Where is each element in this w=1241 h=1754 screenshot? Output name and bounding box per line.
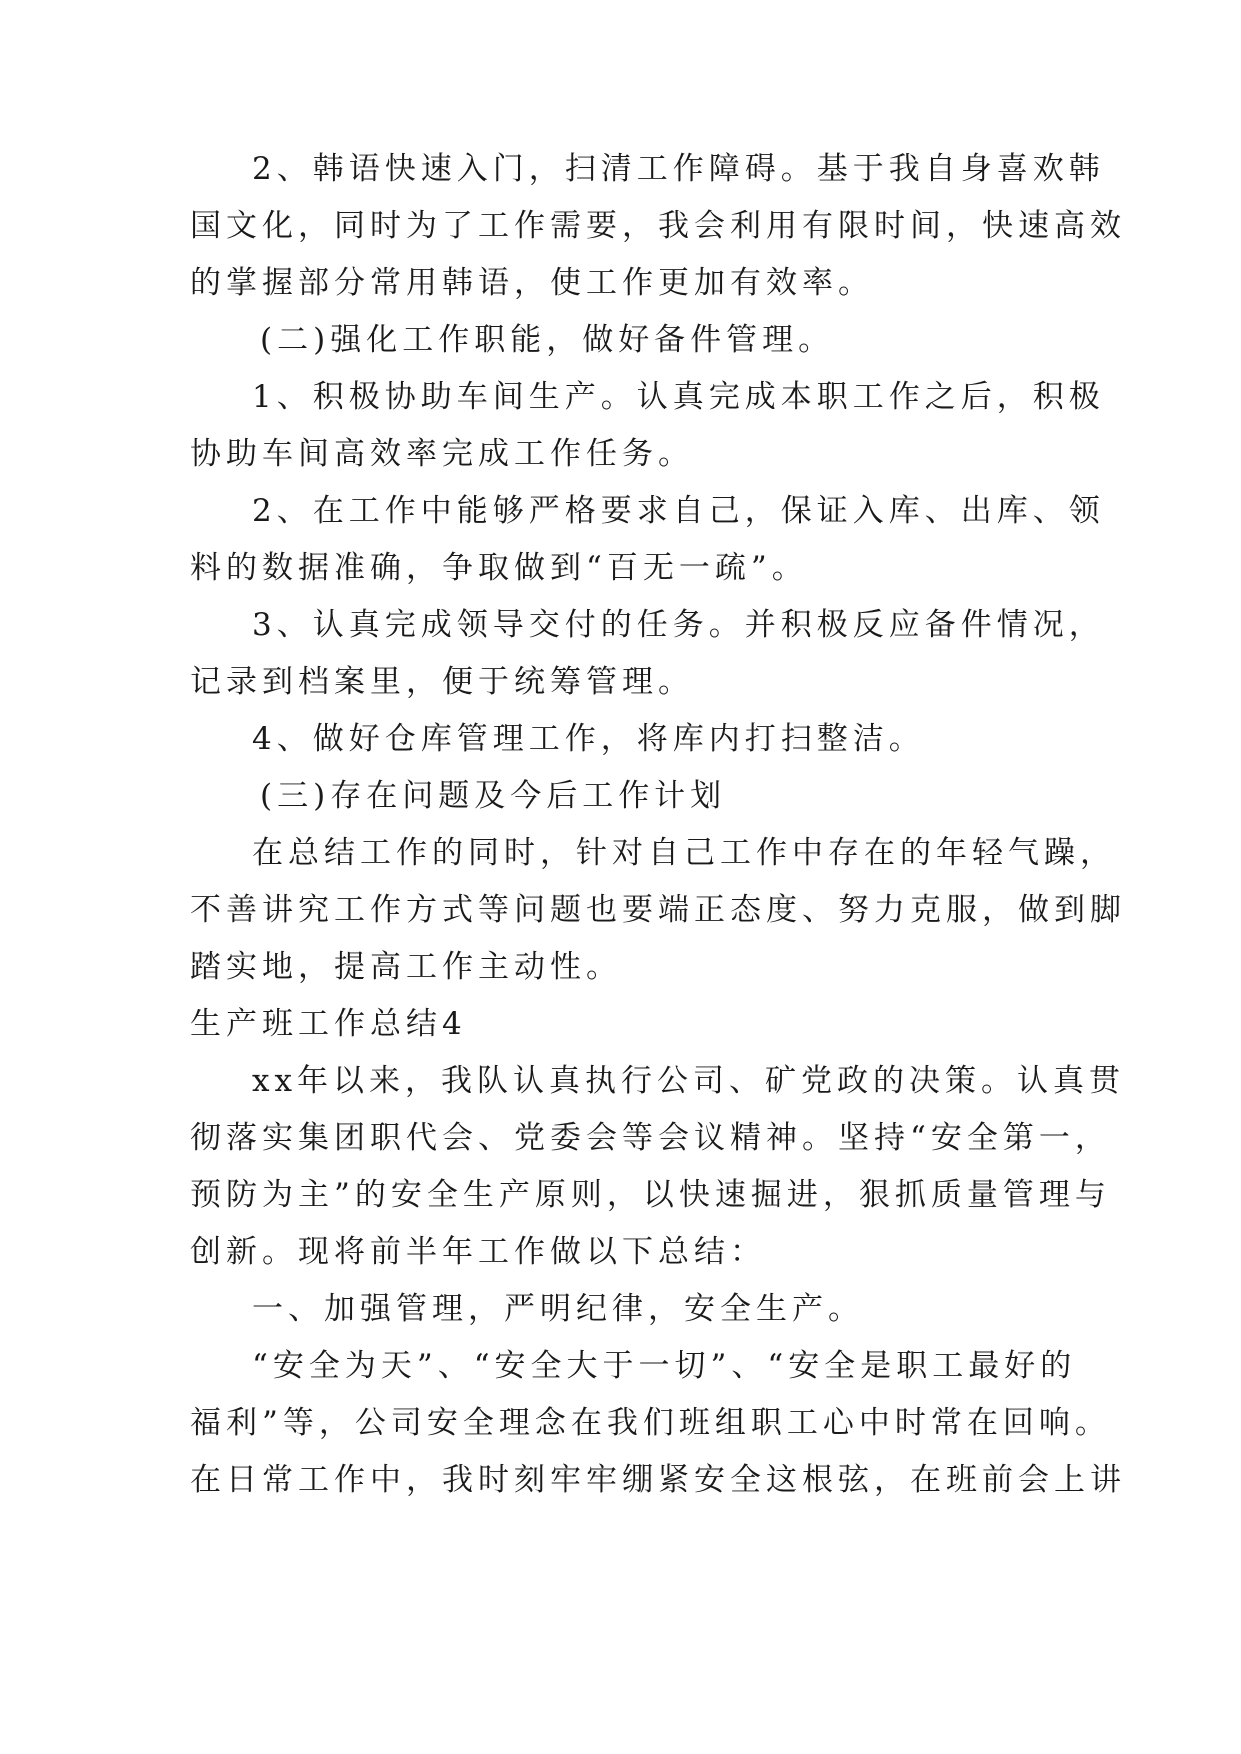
paragraph-line: 预防为主”的安全生产原则，以快速掘进，狠抓质量管理与	[190, 1177, 1111, 1213]
paragraph-line: 福利”等，公司安全理念在我们班组职工心中时常在回响。	[190, 1405, 1111, 1441]
paragraph-line: 料的数据准确，争取做到“百无一疏”。	[190, 550, 808, 586]
paragraph-line: 在总结工作的同时，针对自己工作中存在的年轻气躁，	[252, 835, 1116, 871]
paragraph-line: 的掌握部分常用韩语，使工作更加有效率。	[190, 265, 874, 301]
paragraph-line: 2、韩语快速入门，扫清工作障碍。基于我自身喜欢韩	[252, 151, 1105, 187]
paragraph-line: 踏实地，提高工作主动性。	[190, 949, 622, 985]
paragraph-line: 在日常工作中，我时刻牢牢绷紧安全这根弦，在班前会上讲	[190, 1462, 1126, 1498]
paragraph-line: “安全为天”、“安全大于一切”、“安全是职工最好的	[252, 1348, 1077, 1384]
paragraph-line: 4、做好仓库管理工作，将库内打扫整洁。	[252, 721, 925, 757]
paragraph-line: 记录到档案里，便于统筹管理。	[190, 664, 694, 700]
paragraph-line: 国文化，同时为了工作需要，我会利用有限时间，快速高效	[190, 208, 1126, 244]
document-title: 生产班工作总结4	[190, 1006, 467, 1042]
paragraph-line: xx年以来，我队认真执行公司、矿党政的决策。认真贯	[252, 1063, 1125, 1099]
section-heading: (二)强化工作职能，做好备件管理。	[260, 322, 835, 358]
paragraph-line: 创新。现将前半年工作做以下总结：	[190, 1234, 766, 1270]
paragraph-line: 1、积极协助车间生产。认真完成本职工作之后，积极	[252, 379, 1105, 415]
paragraph-line: 3、认真完成领导交付的任务。并积极反应备件情况，	[252, 607, 1105, 643]
paragraph-line: 协助车间高效率完成工作任务。	[190, 436, 694, 472]
section-heading: 一、加强管理，严明纪律，安全生产。	[252, 1291, 864, 1327]
section-heading: (三)存在问题及今后工作计划	[260, 778, 727, 814]
paragraph-line: 不善讲究工作方式等问题也要端正态度、努力克服，做到脚	[190, 892, 1126, 928]
paragraph-line: 2、在工作中能够严格要求自己，保证入库、出库、领	[252, 493, 1105, 529]
paragraph-line: 彻落实集团职代会、党委会等会议精神。坚持“安全第一，	[190, 1120, 1111, 1156]
